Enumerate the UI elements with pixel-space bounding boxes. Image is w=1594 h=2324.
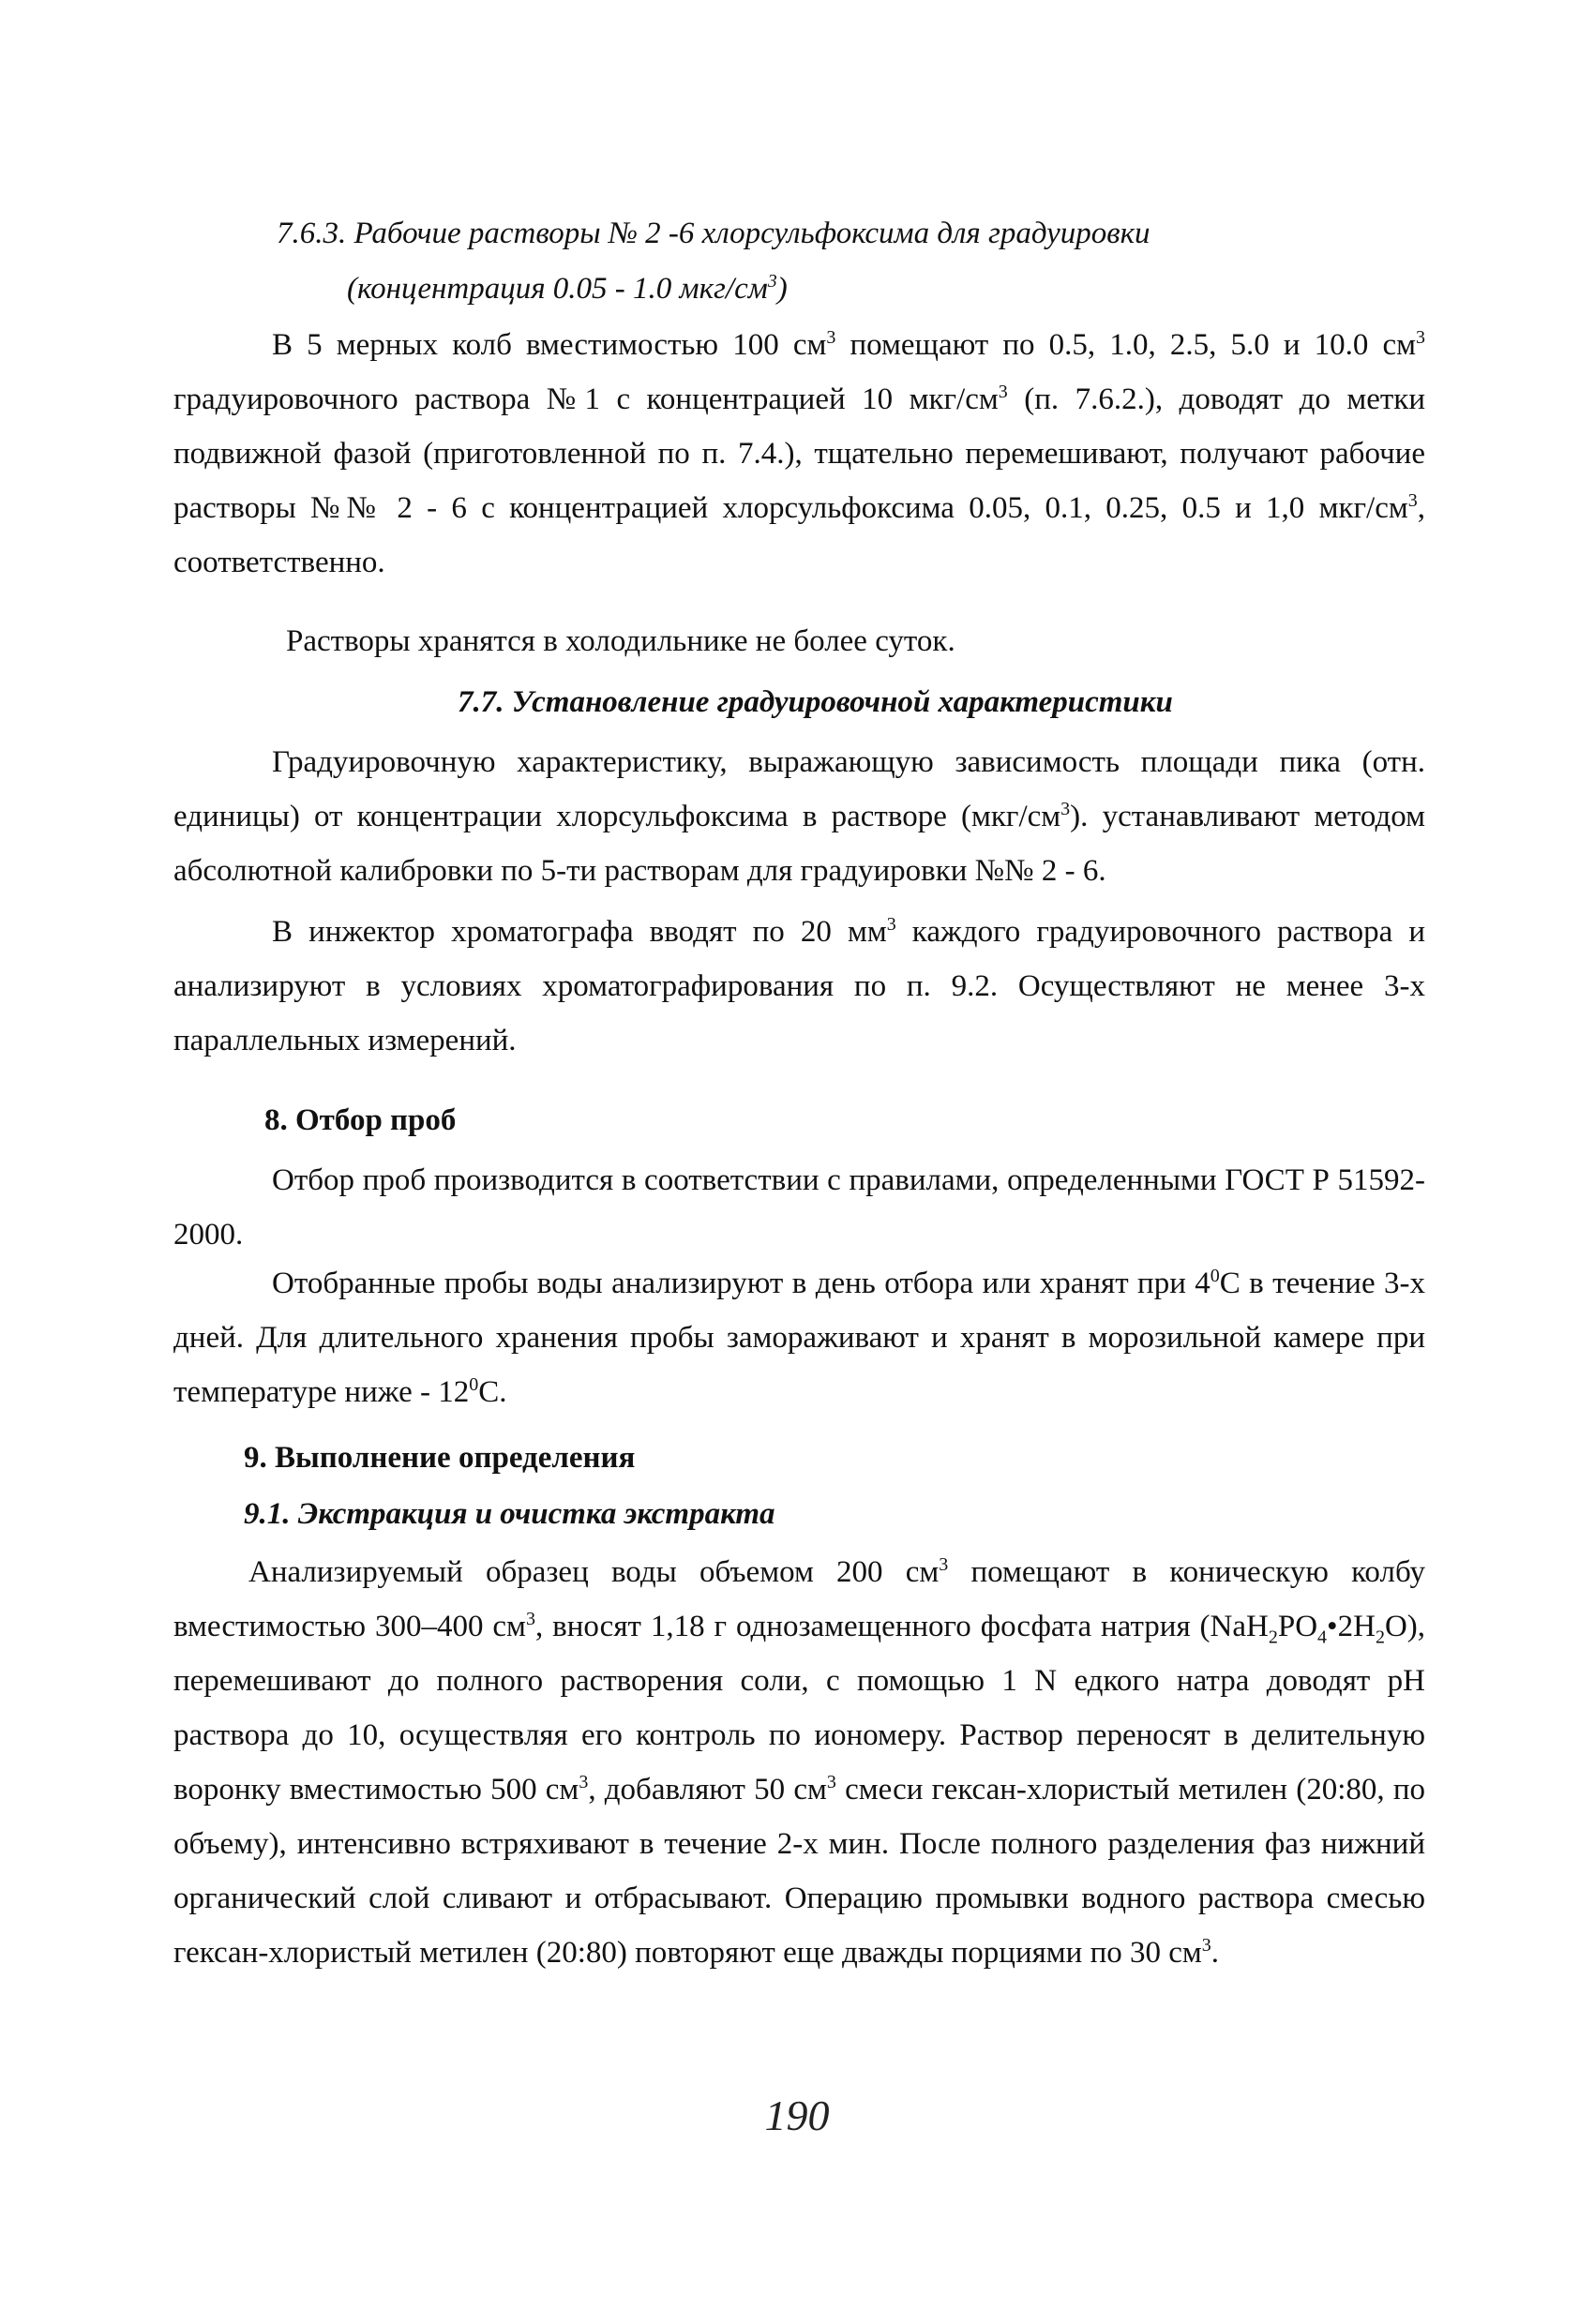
paragraph-7-6-3-1: В 5 мерных колб вместимостью 100 $см^3$ помещают по 0.5, 1.0, 2.5, 5.0 и 10.0 $см^3$ градуировочного раствора №1 с концентрацией 10 мкг/$см^3$ (п. 7.6.2.), доводят до метки подвижной фазой (приготовленной по п. 7.4.), тщательно перемешивают, получают рабочие растворы №№ 2 - 6 с концентрацией хлорсульфоксима 0.05, 0.1, 0.25, 0.5 и 1,0 мкг/$см^3$, соответственно. (173, 327, 1426, 579)
section-9-1-title: 9.1. Экстракция и очистка экстракта (244, 1497, 775, 1531)
section-7-7-title: 7.7. Установление градуировочной характеристики (458, 685, 1173, 719)
paragraph-7-7-1: Градуировочную характеристику, выражающую зависимость площади пика (отн. единицы) от концентрации хлорсульфоксима в растворе $(мкг/см^3)$. устанавливают методом абсолютной калибровки по 5-ти растворам для градуировки №№ 2 - 6. (173, 745, 1426, 888)
paragraph-9-1: Анализируемый образец воды объемом 200 $см^3$ помещают в коническую колбу вместимостью 300–400 $см^3$, вносят 1,18 г однозамещенного фосфата натрия $(NaH_2PO_4•2H_2O)$, перемешивают до полного растворения соли, с помощью 1 N едкого натра доводят pH раствора до 10, осуществляя его контроль по иономеру. Раствор переносят в делительную воронку вместимостью 500 $см^3$, добавляют 50 $см^3$ смеси гексан-хлористый метилен (20:80, по объему), интенсивно встряхивают в течение 2-х мин. После полного разделения фаз нижний органический слой сливают и отбрасывают. Операцию промывки водного раствора смесью гексан-хлористый метилен (20:80) повторяют еще дважды порциями по 30 $см^3$. (173, 1554, 1426, 1970)
paragraph-7-7-2: В инжектор хроматографа вводят по 20 $мм^3$ каждого градуировочного раствора и анализируют в условиях хроматографирования по п. 9.2. Осуществляют не менее 3-х параллельных измерений. (173, 914, 1425, 1057)
page-number: 190 (764, 2092, 830, 2139)
paragraph-8-2: Отобранные пробы воды анализируют в день отбора или хранят при $4^0С$ в течение 3-х дней. Для длительного хранения пробы замораживают и хранят в морозильной камере при температуре ниже - $12^0С$. (173, 1266, 1425, 1409)
section-7-6-3-title: 7.6.3. Рабочие растворы № 2 -6 хлорсульфоксима для градуировки (277, 217, 1150, 250)
section-9-title: 9. Выполнение определения (244, 1441, 636, 1475)
paragraph-8-1: Отбор проб производится в соответствии с правилами, определенными ГОСТ Р 51592-2000. (173, 1163, 1425, 1252)
section-7-6-3-subtitle: (концентрация 0.05 - 1.0 мкг/$см^3$) (347, 271, 788, 306)
section-8-title: 8. Отбор проб (264, 1103, 457, 1137)
paragraph-7-6-3-2: Растворы хранятся в холодильнике не более суток. (286, 624, 955, 658)
